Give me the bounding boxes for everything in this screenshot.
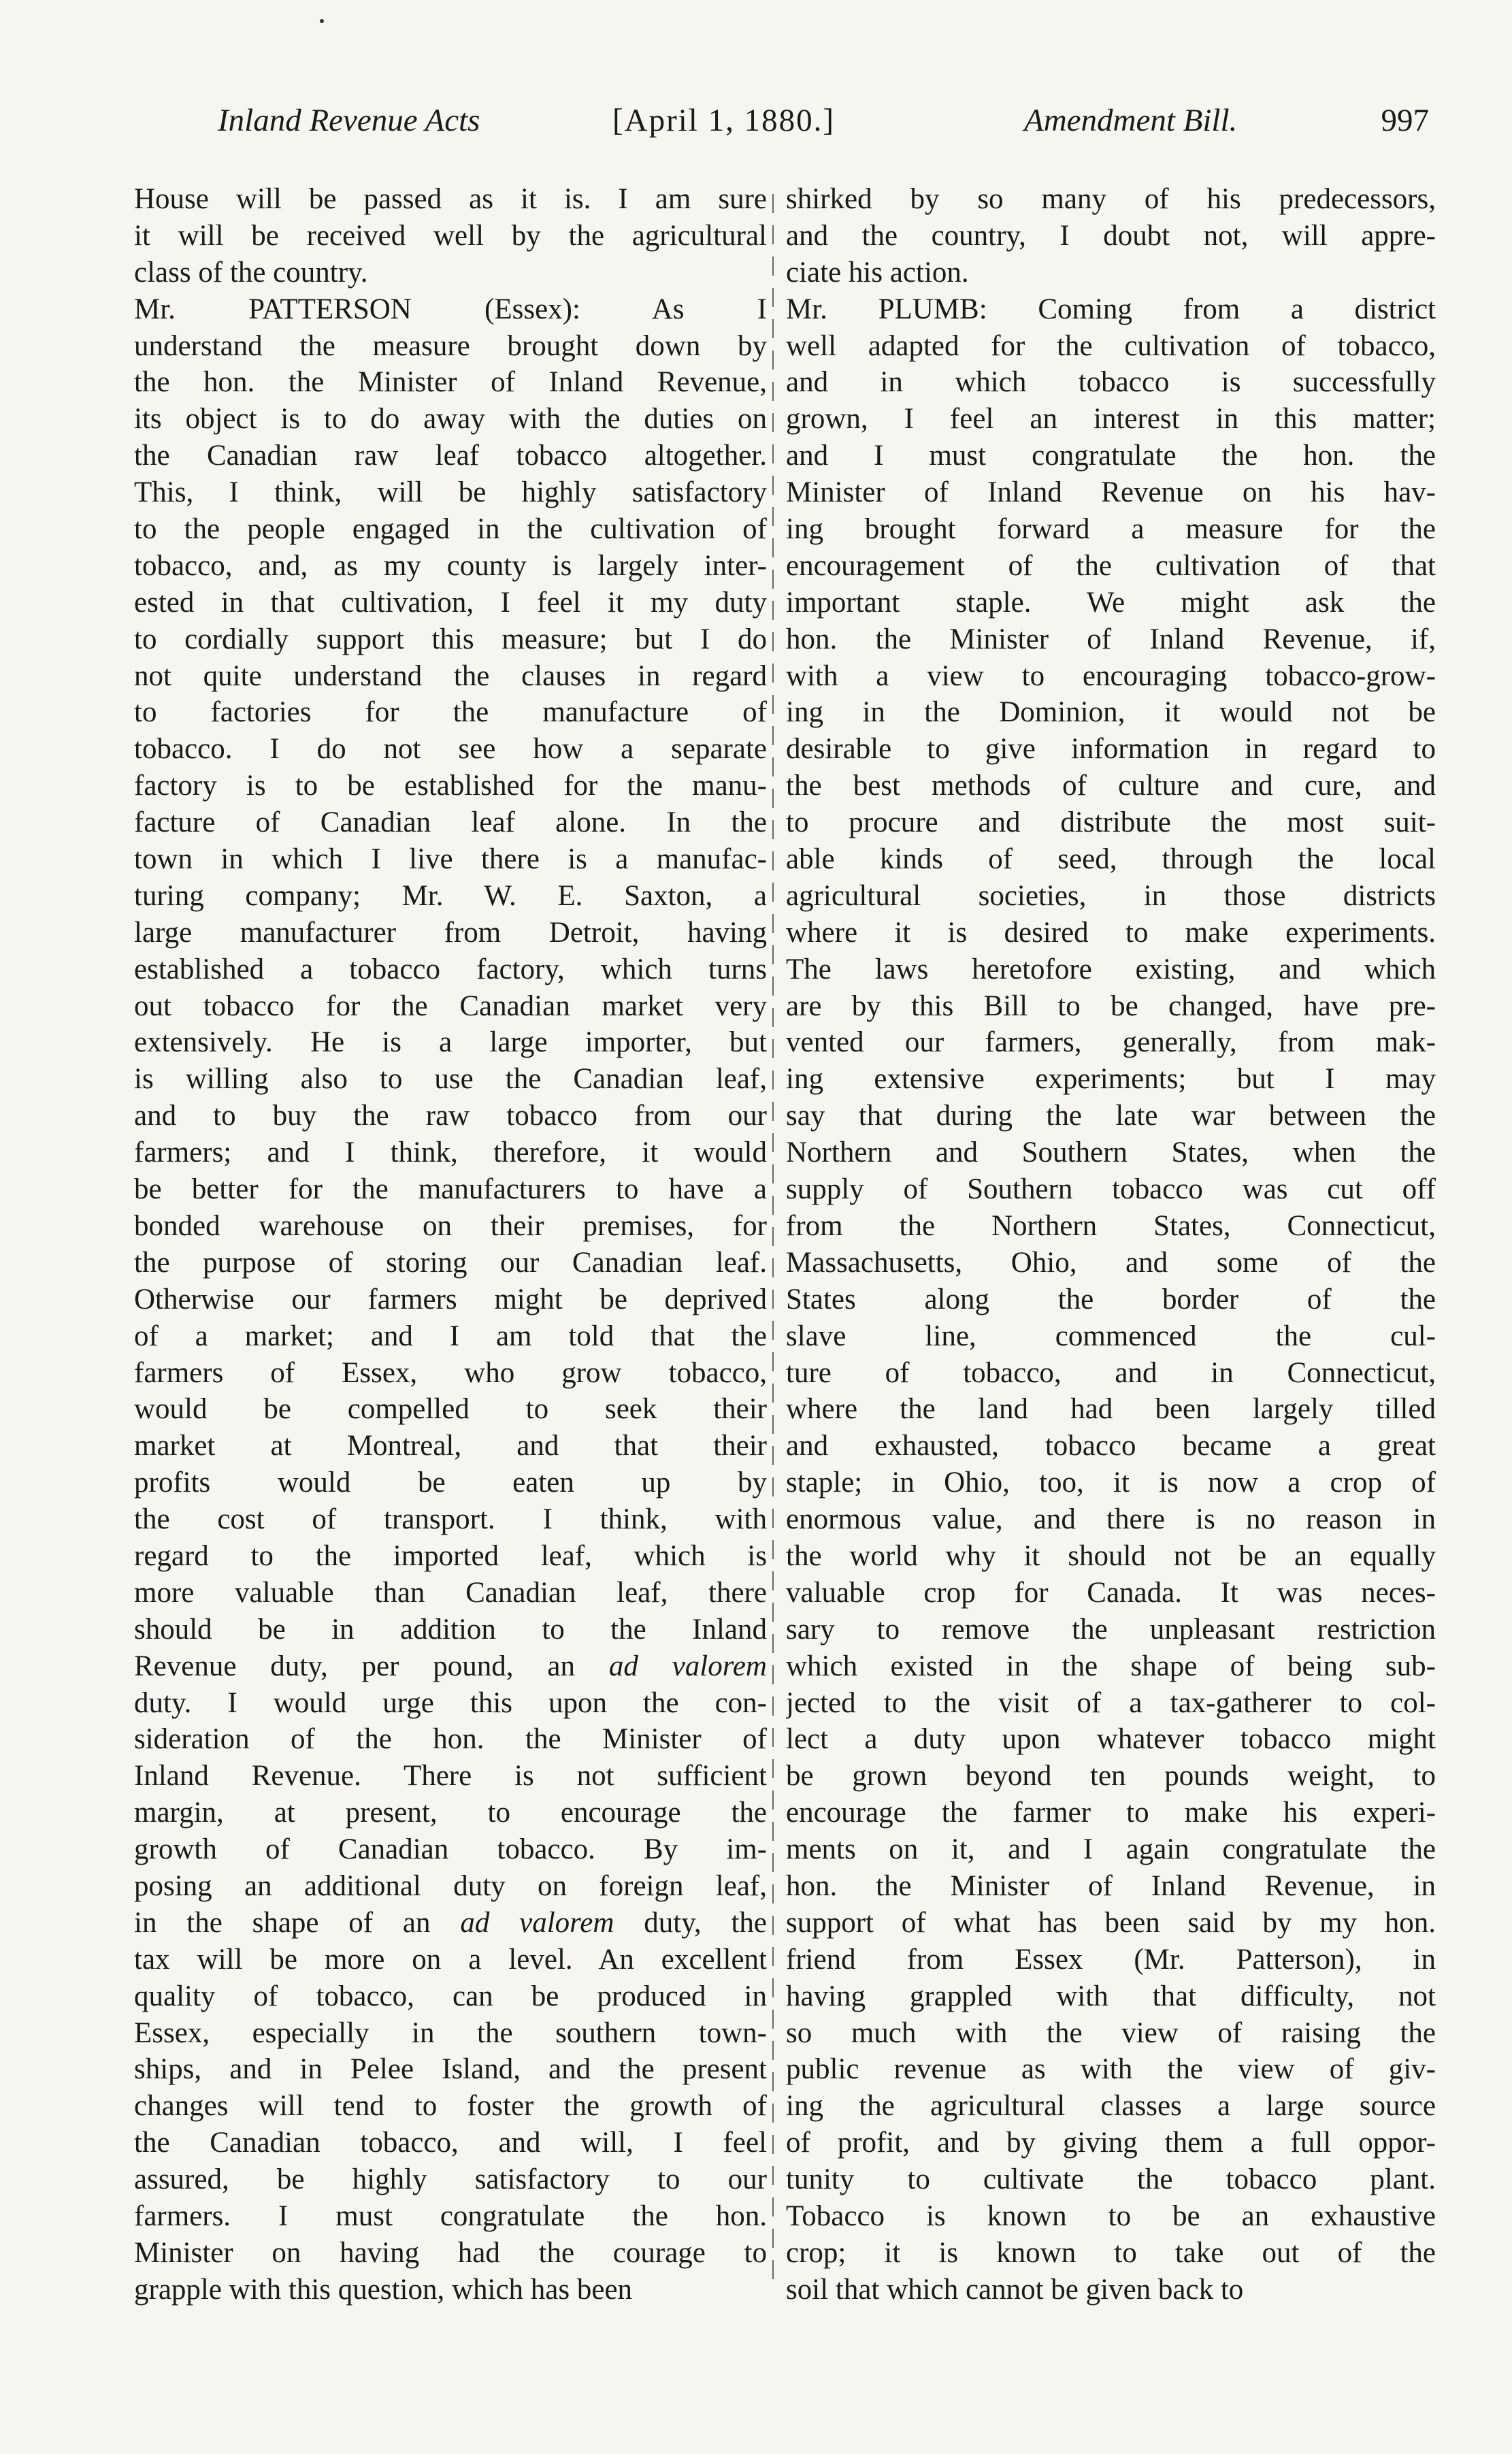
- text-line: hon. the Minister of Inland Revenue, if,: [786, 623, 1436, 655]
- text-line: support of what has been said by my hon.: [786, 1906, 1436, 1939]
- text-line: shirked by so many of his predecessors,: [786, 183, 1436, 215]
- text-line: understand the measure brought down by: [134, 329, 767, 362]
- text-line: it will be received well by the agricultural: [134, 219, 767, 252]
- text-line: and I must congratulate the hon. the: [786, 440, 1436, 472]
- text-line: the cost of transport. I think, with: [134, 1503, 767, 1536]
- text-line: supply of Southern tobacco was cut off: [786, 1173, 1436, 1206]
- text-line: vented our farmers, generally, from mak-: [786, 1026, 1436, 1059]
- column-divider: [772, 194, 774, 2283]
- text-line: enormous value, and there is no reason in: [786, 1503, 1436, 1536]
- text-line: factory is to be established for the manu-: [134, 770, 767, 802]
- text-line: say that during the late war between the: [786, 1100, 1436, 1132]
- text-line: are by this Bill to be changed, have pre-: [786, 989, 1436, 1022]
- text-line: Massachusetts, Ohio, and some of the: [786, 1246, 1436, 1279]
- text-line: to procure and distribute the most suit-: [786, 806, 1436, 839]
- text-line: ing extensive experiments; but I may: [786, 1063, 1436, 1096]
- text-line: out tobacco for the Canadian market very: [134, 989, 767, 1022]
- text-line: in the shape of an ad valorem duty, the: [134, 1906, 767, 1939]
- text-line: Otherwise our farmers might be deprived: [134, 1283, 767, 1315]
- text-line: large manufacturer from Detroit, having: [134, 916, 767, 949]
- text-line: jected to the visit of a tax-gatherer to col-: [786, 1686, 1436, 1719]
- text-line: farmers. I must congratulate the hon.: [134, 2199, 767, 2232]
- text-line: the Canadian raw leaf tobacco altogether.: [134, 440, 767, 472]
- text-line: to the people engaged in the cultivation of: [134, 513, 767, 546]
- text-line: to cordially support this measure; but I do: [134, 623, 767, 655]
- text-line: Revenue duty, per pound, an ad valorem: [134, 1650, 767, 1682]
- text-line: ments on it, and I again congratulate the: [786, 1833, 1436, 1866]
- text-line: and the country, I doubt not, will appre-: [786, 219, 1436, 252]
- text-line: duty. I would urge this upon the con-: [134, 1686, 767, 1719]
- header-left-title: Inland Revenue Acts: [218, 103, 480, 138]
- text-line: tobacco. I do not see how a separate: [134, 733, 767, 766]
- text-line: which existed in the shape of being sub-: [786, 1650, 1436, 1682]
- text-line: is willing also to use the Canadian leaf,: [134, 1063, 767, 1096]
- page-speck: [320, 19, 324, 23]
- text-line: ing in the Dominion, it would not be: [786, 696, 1436, 729]
- page-number: 997: [1381, 103, 1429, 138]
- text-line: extensively. He is a large importer, but: [134, 1026, 767, 1059]
- text-line: not quite understand the clauses in regard: [134, 659, 767, 692]
- right-column: [786, 181, 1436, 2332]
- text-line: where the land had been largely tilled: [786, 1393, 1436, 1426]
- text-line: market at Montreal, and that their: [134, 1430, 767, 1462]
- text-line: encouragement of the cultivation of that: [786, 549, 1436, 582]
- text-line: and in which tobacco is successfully: [786, 366, 1436, 399]
- text-line: desirable to give information in regard to: [786, 733, 1436, 766]
- text-line: margin, at present, to encourage the: [134, 1797, 767, 1829]
- header-right-title: Amendment Bill.: [1024, 103, 1238, 138]
- text-line: ing brought forward a measure for the: [786, 513, 1436, 546]
- text-line: Minister on having had the courage to: [134, 2236, 767, 2269]
- text-line: Inland Revenue. There is not sufficient: [134, 1760, 767, 1793]
- text-line: farmers of Essex, who grow tobacco,: [134, 1356, 767, 1389]
- text-line: Northern and Southern States, when the: [786, 1136, 1436, 1169]
- text-line: turing company; Mr. W. E. Saxton, a: [134, 879, 767, 912]
- text-line: staple; in Ohio, too, it is now a crop of: [786, 1467, 1436, 1499]
- text-line: posing an additional duty on foreign leaf,: [134, 1869, 767, 1902]
- text-line: the Canadian tobacco, and will, I feel: [134, 2127, 767, 2159]
- text-line: and exhausted, tobacco became a great: [786, 1430, 1436, 1462]
- text-line: so much with the view of raising the: [786, 2016, 1436, 2049]
- text-line: the hon. the Minister of Inland Revenue,: [134, 366, 767, 399]
- text-line: where it is desired to make experiments.: [786, 916, 1436, 949]
- text-line: valuable crop for Canada. It was neces-: [786, 1576, 1436, 1609]
- text-line: bonded warehouse on their premises, for: [134, 1209, 767, 1242]
- text-line: town in which I live there is a manufac-: [134, 843, 767, 876]
- text-line: quality of tobacco, can be produced in: [134, 1980, 767, 2012]
- text-line: the world why it should not be an equally: [786, 1539, 1436, 1572]
- text-line: encourage the farmer to make his experi-: [786, 1797, 1436, 1829]
- text-line: ested in that cultivation, I feel it my duty: [134, 586, 767, 619]
- text-line: agricultural societies, in those districts: [786, 879, 1436, 912]
- text-line: slave line, commenced the cul-: [786, 1320, 1436, 1352]
- running-header: [218, 102, 1429, 157]
- text-line: able kinds of seed, through the local: [786, 843, 1436, 876]
- text-line: having grappled with that difficulty, not: [786, 1980, 1436, 2012]
- text-line: farmers; and I think, therefore, it would: [134, 1136, 767, 1169]
- text-line: be grown beyond ten pounds weight, to: [786, 1760, 1436, 1793]
- text-line: ciate his action.: [786, 256, 969, 289]
- text-line: from the Northern States, Connecticut,: [786, 1209, 1436, 1242]
- text-line: facture of Canadian leaf alone. In the: [134, 806, 767, 839]
- header-date: [April 1, 1880.]: [612, 103, 836, 138]
- text-line: to factories for the manufacture of: [134, 696, 767, 729]
- text-line: regard to the imported leaf, which is: [134, 1539, 767, 1572]
- text-line: friend from Essex (Mr. Patterson), in: [786, 1943, 1436, 1976]
- text-line: public revenue as with the view of giv-: [786, 2053, 1436, 2086]
- text-line: Essex, especially in the southern town-: [134, 2016, 767, 2049]
- text-line: important staple. We might ask the: [786, 586, 1436, 619]
- text-line: lect a duty upon whatever tobacco might: [786, 1723, 1436, 1756]
- text-line: Minister of Inland Revenue on his hav-: [786, 476, 1436, 509]
- text-line: grown, I feel an interest in this matter;: [786, 403, 1436, 436]
- text-line: class of the country.: [134, 256, 368, 289]
- text-line: tunity to cultivate the tobacco plant.: [786, 2163, 1436, 2196]
- text-line: The laws heretofore existing, and which: [786, 953, 1436, 985]
- text-line: sideration of the hon. the Minister of: [134, 1723, 767, 1756]
- text-line: crop; it is known to take out of the: [786, 2236, 1436, 2269]
- text-line: be better for the manufacturers to have a: [134, 1173, 767, 1206]
- text-line: established a tobacco factory, which turns: [134, 953, 767, 985]
- text-line: of profit, and by giving them a full oppor-: [786, 2127, 1436, 2159]
- text-line: tax will be more on a level. An excellent: [134, 1943, 767, 1976]
- text-line: States along the border of the: [786, 1283, 1436, 1315]
- text-line: changes will tend to foster the growth of: [134, 2090, 767, 2123]
- text-line: of a market; and I am told that the: [134, 1320, 767, 1352]
- text-line: and to buy the raw tobacco from our: [134, 1100, 767, 1132]
- text-line: House will be passed as it is. I am sure: [134, 183, 767, 215]
- text-line: ships, and in Pelee Island, and the present: [134, 2053, 767, 2086]
- text-line: the purpose of storing our Canadian leaf.: [134, 1246, 767, 1279]
- left-column: [134, 181, 767, 2332]
- text-line: profits would be eaten up by: [134, 1467, 767, 1499]
- text-line: Tobacco is known to be an exhaustive: [786, 2199, 1436, 2232]
- text-line: growth of Canadian tobacco. By im-: [134, 1833, 767, 1866]
- text-line: This, I think, will be highly satisfactory: [134, 476, 767, 509]
- text-line: soil that which cannot be given back to: [786, 2273, 1244, 2306]
- text-line: ing the agricultural classes a large source: [786, 2090, 1436, 2123]
- text-line: its object is to do away with the duties on: [134, 403, 767, 436]
- text-line: should be in addition to the Inland: [134, 1613, 767, 1646]
- text-line: with a view to encouraging tobacco-grow-: [786, 659, 1436, 692]
- text-line: tobacco, and, as my county is largely inter-: [134, 549, 767, 582]
- text-line: assured, be highly satisfactory to our: [134, 2163, 767, 2196]
- text-line: hon. the Minister of Inland Revenue, in: [786, 1869, 1436, 1902]
- text-line: well adapted for the cultivation of tobacco,: [786, 329, 1436, 362]
- text-line: sary to remove the unpleasant restriction: [786, 1613, 1436, 1646]
- text-line: ture of tobacco, and in Connecticut,: [786, 1356, 1436, 1389]
- text-line: grapple with this question, which has been: [134, 2273, 633, 2306]
- text-line: more valuable than Canadian leaf, there: [134, 1576, 767, 1609]
- text-line: would be compelled to seek their: [134, 1393, 767, 1426]
- text-line: Mr. PATTERSON (Essex): As I: [134, 293, 767, 325]
- text-line: the best methods of culture and cure, and: [786, 770, 1436, 802]
- text-line: Mr. PLUMB: Coming from a district: [786, 293, 1436, 325]
